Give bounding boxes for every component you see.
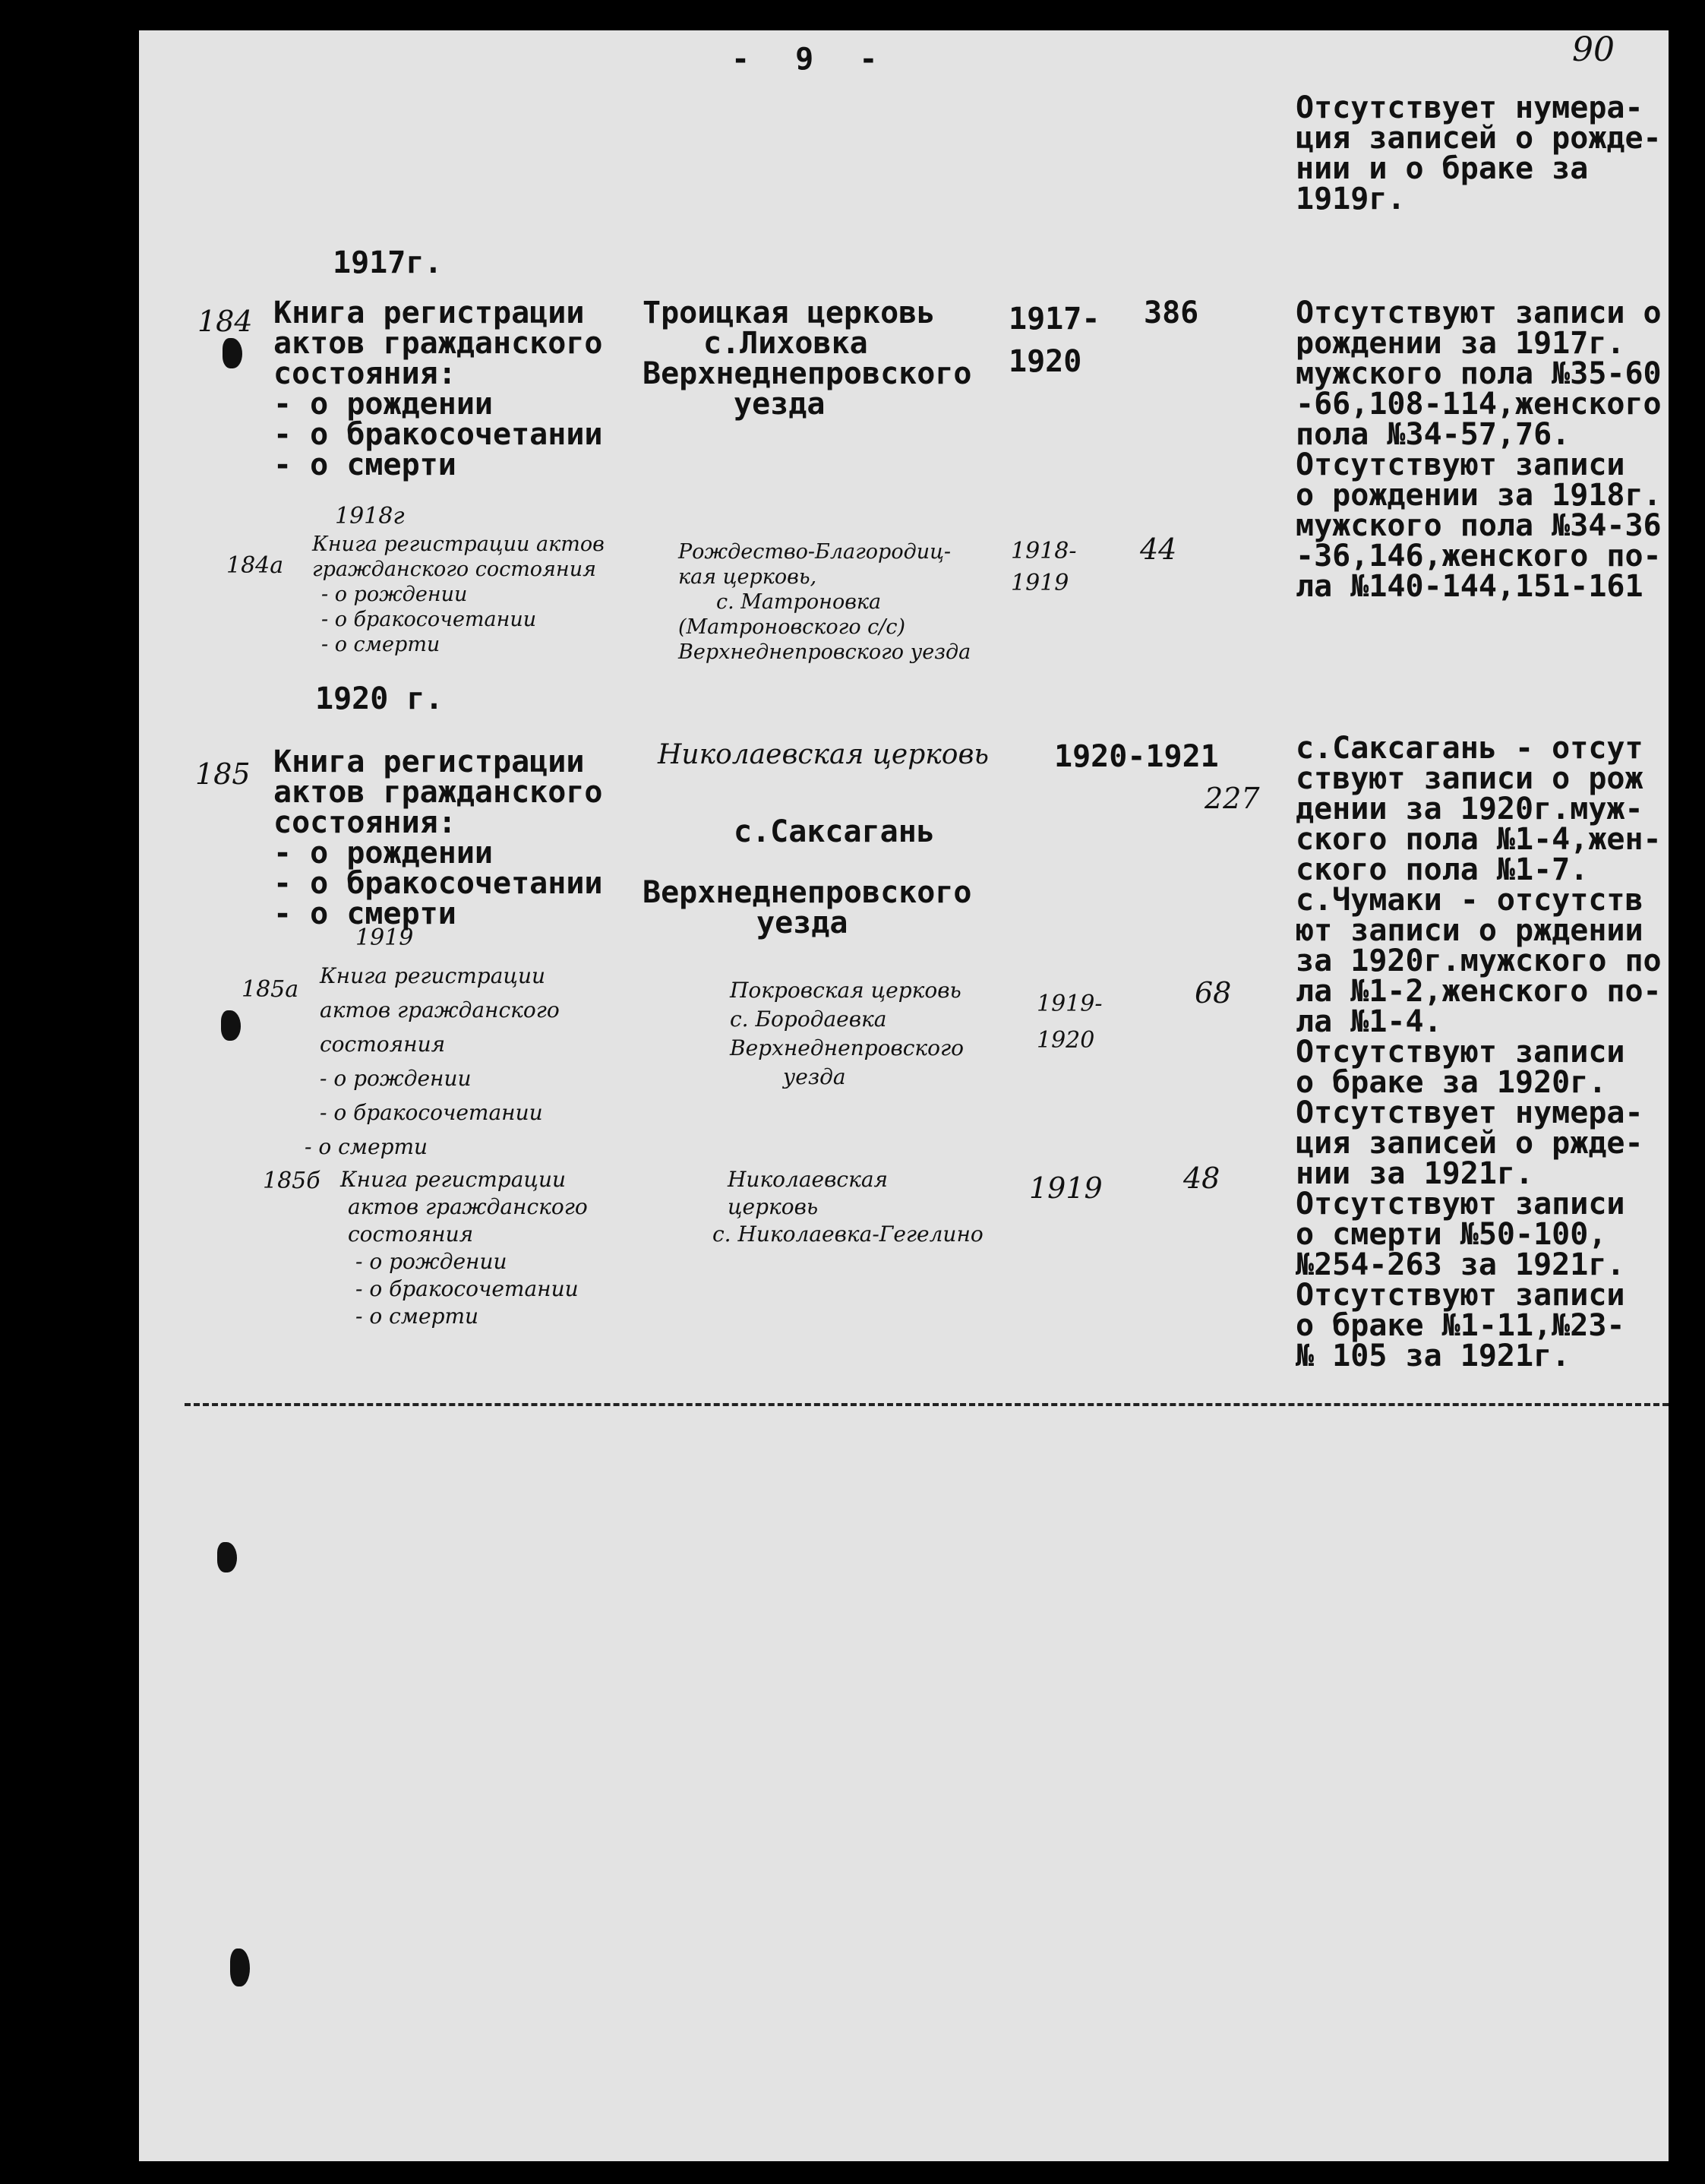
entry-number: 185а: [242, 976, 299, 1003]
entry-count: 48: [1183, 1162, 1220, 1195]
page-number: - 9 -: [731, 42, 892, 77]
archive-sheet-number: 90: [1572, 30, 1615, 69]
entry-church: Троицкая церковь с.Лиховка Верхнеднепровского уезда: [643, 296, 972, 422]
entry-years: 1920-1921: [1054, 739, 1219, 774]
binding-mark: [230, 1949, 250, 1986]
entry-title: Книга регистрации актов гражданского состояния - о рождении - о бракосочетании - о смерти: [340, 1167, 588, 1329]
entry-years: 1917- 1920: [1009, 302, 1100, 379]
entry-number: 185: [195, 757, 251, 791]
section-year-1917: 1917г.: [333, 245, 443, 280]
entry-count: 68: [1195, 976, 1232, 1010]
entry-number: 184: [197, 305, 253, 338]
entry-title: Книга регистрации актов гражданского состояния: - о рождении - о бракосочетании - о смерти: [273, 744, 603, 931]
entry-number: 185б: [263, 1168, 320, 1194]
entry-year: 1918г: [335, 503, 405, 529]
entry-count: 386: [1144, 296, 1199, 330]
entry-title: Книга регистрации актов гражданского состояния: - о рождении - о бракосочетании - о смерти: [273, 296, 603, 482]
section-year-1920: 1920 г.: [315, 681, 444, 716]
entry-church: Рождество-Благородиц- кая церковь, с. Матроновка (Матроновского с/с) Верхнеднепровского уезда: [678, 540, 971, 664]
entry-years: 1919- 1920: [1037, 991, 1103, 1054]
binding-mark: [217, 1542, 237, 1572]
binding-mark: [221, 1010, 241, 1041]
entry-years: 1918- 1919: [1011, 538, 1077, 596]
entry-church-handwritten: Николаевская церковь: [658, 739, 989, 770]
entry-count: 227: [1205, 782, 1260, 815]
entry-church: Покровская церковь с. Бородаевка Верхнеднепровского уезда: [730, 978, 965, 1089]
entry-notes: Отсутствуют записи о рождении за 1917г. мужского пола №35-60 -66,108-114,женского пола №34-57,76. Отсутствуют записи о рождении за 1918г. мужского пола №34-36 -36,146,женского по- ла №140-144,151-161: [1296, 296, 1662, 604]
top-note: Отсутствует нумера- ция записей о рожде- нии и о браке за 1919г.: [1296, 90, 1662, 217]
entry-church: Николаевская церковь с. Николаевка-Гегелино: [712, 1167, 984, 1247]
entry-year: 1919: [355, 924, 414, 951]
entry-years: 1919: [1029, 1171, 1103, 1205]
entry-title: Книга регистрации актов гражданского состояния - о рождении - о бракосочетании - о смерти: [312, 533, 605, 656]
entry-notes: с.Саксагань - отсут ствуют записи о рож дении за 1920г.муж- ского пола №1-4,жен- ского пола №1-7. с.Чумаки - отсутств ют записи о рждении за 1920г.мужского по ла №1-2,женского по- ла №1-4. Отсутствуют записи о браке за 1920г. Отсутствует нумера- ция записей о ржде- нии за 1921г. Отсутствуют записи о смерти №50-100, №254-263 за 1921г. Отсутствуют записи о браке №1-11,№23- № 105 за 1921г.: [1296, 731, 1662, 1373]
entry-title: Книга регистрации актов гражданского состояния - о рождении - о бракосочетании - о смерти: [305, 963, 560, 1159]
entry-count: 44: [1140, 533, 1177, 566]
binding-mark: [223, 338, 242, 368]
archive-page: [139, 30, 1669, 2161]
entry-number: 184а: [226, 552, 284, 579]
entry-church: с.Саксагань Верхнеднепровского уезда: [643, 814, 972, 940]
dashed-divider: [185, 1403, 1669, 1406]
